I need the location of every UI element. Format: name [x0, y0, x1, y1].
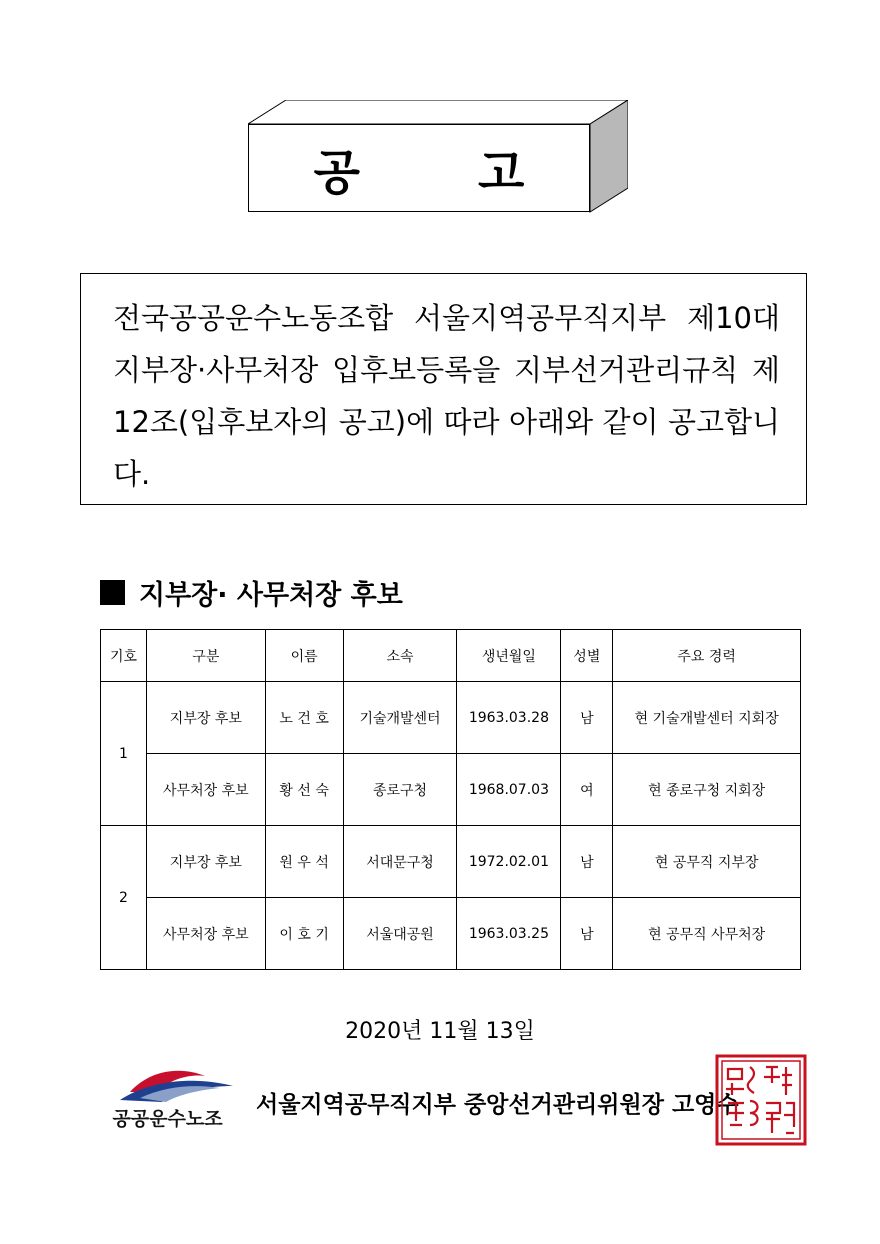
page-title: [248, 124, 590, 212]
cell-name: 황 선 숙: [265, 754, 343, 826]
cell-org: 서대문구청: [343, 826, 457, 898]
cell-type: 사무처장 후보: [146, 754, 265, 826]
black-square-icon: [100, 580, 125, 605]
cell-name: 원 우 석: [265, 826, 343, 898]
union-logo: [100, 1062, 235, 1132]
cell-career: 현 공무직 지부장: [613, 826, 801, 898]
cell-org: 기술개발센터: [343, 682, 457, 754]
cell-gender: 남: [561, 682, 613, 754]
title-char-2: 고: [478, 144, 525, 201]
cell-gender: 남: [561, 898, 613, 970]
official-seal-icon: [714, 1053, 808, 1147]
cell-type: 지부장 후보: [146, 682, 265, 754]
cell-type: 사무처장 후보: [146, 898, 265, 970]
notice-date: 2020년 11월 13일: [345, 1019, 535, 1044]
cell-gender: 남: [561, 826, 613, 898]
cell-org: 서울대공원: [343, 898, 457, 970]
cell-career: 현 공무직 사무처장: [613, 898, 801, 970]
table-row: [101, 898, 801, 970]
notice-text: 전국공공운수노동조합 서울지역공무직지부 제10대 지부장·사무처장 입후보등록을 지부선거관리규칙 제12조(입후보자의 공고)에 따라 아래와 같이 공고합니다.: [113, 301, 780, 491]
header-name: 이름: [265, 630, 343, 682]
candidate-number: 2: [101, 826, 147, 970]
cell-name: 이 호 기: [265, 898, 343, 970]
cell-type: 지부장 후보: [146, 826, 265, 898]
candidate-number: 1: [101, 682, 147, 826]
header-career: 주요 경력: [613, 630, 801, 682]
title-char-1: 공: [313, 144, 360, 201]
table-header-row: [101, 630, 801, 682]
union-flag-logo-icon: [100, 1062, 235, 1107]
table-row: [101, 682, 801, 754]
table-row: [101, 826, 801, 898]
title-box-3d: [248, 100, 628, 215]
header-num: 기호: [101, 630, 147, 682]
cell-career: 현 기술개발센터 지회장: [613, 682, 801, 754]
cell-birth: 1972.02.01: [457, 826, 561, 898]
cell-birth: 1968.07.03: [457, 754, 561, 826]
cell-name: 노 건 호: [265, 682, 343, 754]
header-birth: 생년월일: [457, 630, 561, 682]
table-row: [101, 754, 801, 826]
logo-text: 공공운수노조: [112, 1108, 223, 1130]
section-heading: [100, 573, 403, 612]
cell-birth: 1963.03.25: [457, 898, 561, 970]
header-org: 소속: [343, 630, 457, 682]
notice-box: [80, 273, 807, 505]
cell-birth: 1963.03.28: [457, 682, 561, 754]
cell-gender: 여: [561, 754, 613, 826]
header-gender: 성별: [561, 630, 613, 682]
cell-org: 종로구청: [343, 754, 457, 826]
signer-line: 서울지역공무직지부 중앙선거관리위원장 고영수: [256, 1092, 739, 1118]
candidate-table: [100, 629, 801, 970]
cell-career: 현 종로구청 지회장: [613, 754, 801, 826]
section-title: 지부장· 사무처장 후보: [139, 580, 403, 611]
header-type: 구분: [146, 630, 265, 682]
